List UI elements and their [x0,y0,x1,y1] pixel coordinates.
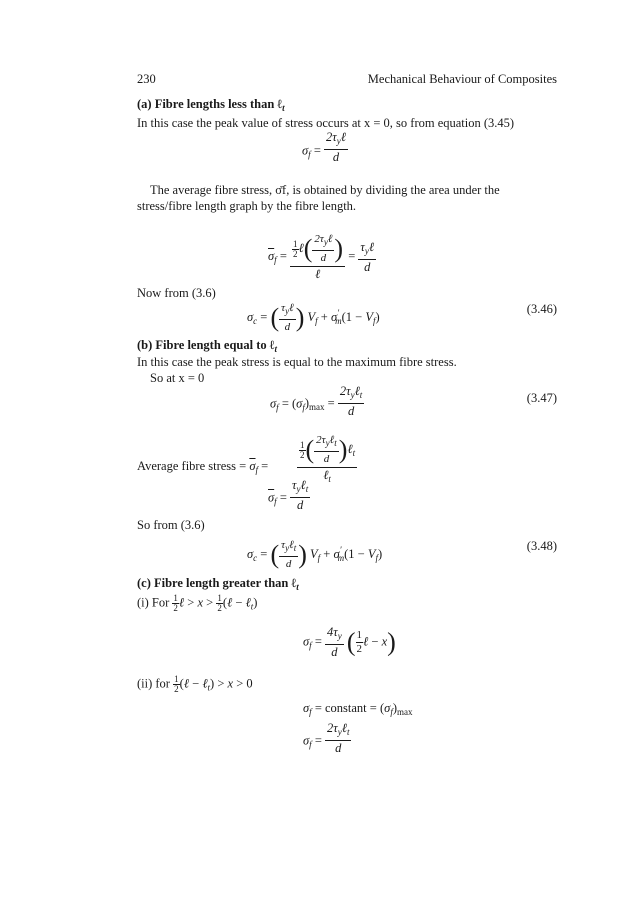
equation-average-fibre-stress-b: $\frac{1}{2}$ ( $\frac{2\tau_y\ell_t}{d}$ )ℓ$_t$ ℓ$_t$ [297,433,357,487]
section-b-heading: (b) Fibre length equal to ℓ$_t$ [137,338,277,354]
page-number: 230 [137,72,156,86]
equation-number-3-48: (3.48) [526,539,557,553]
now-from-text: Now from (3.6) [137,286,216,300]
section-a-heading: (a) Fibre lengths less than ℓ$_t$ [137,97,285,113]
section-a-intro: In this case the peak value of stress occurs at x = 0, so from equation (3.45) [137,116,515,130]
equation-sigma-f-b: $\sigma_f = (\sigma_f)_{max}$ = $\frac{2\tau_y\ell_t}{d}$ [270,384,363,418]
section-b-intro: In this case the peak stress is equal to the maximum fibre stress. [137,355,457,369]
equation-number-3-46: (3.46) [526,302,557,316]
equation-sigma-c-a: $\sigma_c$ = ( $\frac{\tau_y\ell}{d}$ ) $V_f + \sigma'_m(1 - V_f)$ [247,302,380,333]
equation-sigma-f-a: $\sigma_f$ = $\frac{2\tau_y\ell}{d}$ [302,130,346,164]
equation-sigma-f-c-i: $\sigma_f$ = $\frac{4\tau_y}{d}$ ( $\frac{1}{2}$ ℓ − x) [303,625,396,659]
running-title: Mechanical Behaviour of Composites [367,72,557,86]
so-at-text: So at x = 0 [150,371,205,385]
case-i-condition: (i) For $\frac{1}{2}$ ℓ > x > $\frac{1}{2}$ (ℓ − ℓ$_t$) [137,593,258,613]
equation-sigma-f-c-ii: $\sigma_f$ = $\frac{2\tau_y\ell_t}{d}$ [303,721,350,755]
equation-sigma-f-constant: $\sigma_f$ = constant = $(\sigma_f)_{max}$ [303,701,413,717]
section-a-para-line2: stress/fibre length graph by the fibre length. [137,199,357,213]
average-fibre-stress-label: Average fibre stress = $\overline{\sigma}_f$ = [137,459,269,475]
equation-average-fibre-stress-a: $\overline{\sigma}_f$ = $\frac{1}{2}$ ℓ( $\frac{2\tau_y\ell}{d}$ ) ℓ = $\frac{\tau_y\ell}{d}$ [268,233,375,281]
case-ii-condition: (ii) for $\frac{1}{2}$ (ℓ − ℓ$_t$) > x > 0 [137,674,253,694]
so-from-text: So from (3.6) [137,518,205,532]
equation-sigma-c-b: $\sigma_c$ = ( $\frac{\tau_y\ell_t}{d}$ ) $V_f + \sigma'_m(1 - V_f)$ [247,539,383,570]
equation-number-3-47: (3.47) [526,391,557,405]
section-c-heading: (c) Fibre length greater than ℓ$_t$ [137,576,299,592]
equation-average-fibre-stress-b-result: $\overline{\sigma}_f$ = $\frac{\tau_y\ell_t}{d}$ [268,478,309,512]
section-a-para-line1: The average fibre stress, σ̄f, is obtained by dividing the area under the [150,183,500,197]
